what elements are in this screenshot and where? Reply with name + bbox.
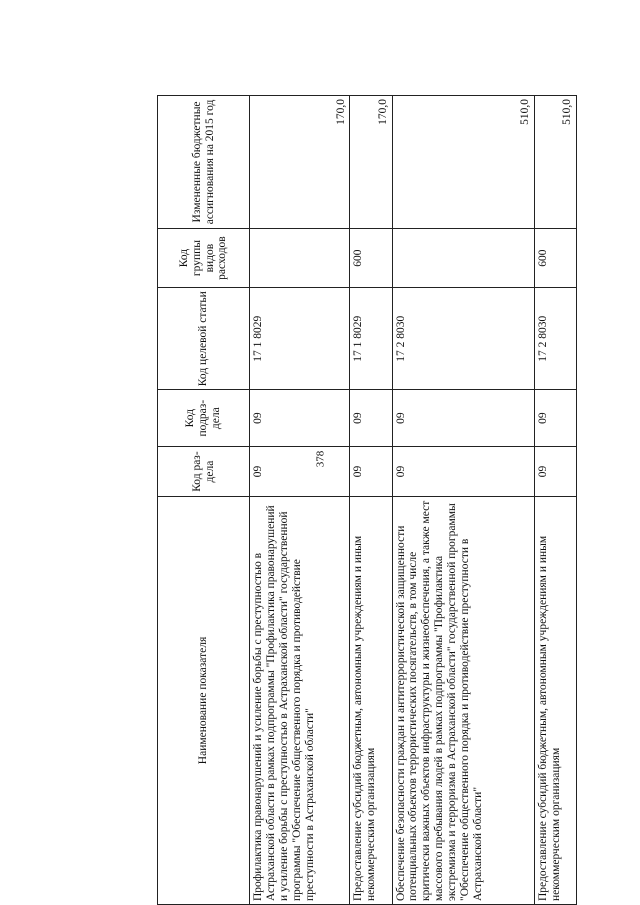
cell-target: 17 1 8029	[250, 288, 350, 390]
cell-podrazdel: 09	[350, 390, 392, 447]
cell-podrazdel: 09	[392, 390, 534, 447]
cell-name: Предоставление субсидий бюджетным, автономным учреждениям и иным некоммерческим организациям	[350, 496, 392, 904]
cell-razdel: 09	[534, 447, 576, 497]
cell-razdel: 09	[250, 447, 350, 497]
cell-name: Обеспечение безопасности граждан и антитеррористической защищенности потенциальных объектов террористических посягательств, в том числе критически важных объектов инфраструктуры и жизнеобеспечения, а также мест массового пребывания людей в рамках подпрограммы "Профилактика экстремизма и терроризма в Астраханской области" государственной программы "Обеспечение общественного порядка и противодействие преступности в Астраханской области"	[392, 496, 534, 904]
cell-amount: 170,0	[350, 96, 392, 229]
cell-name: Профилактика правонарушений и усиление борьбы с преступностью в Астраханской области в рамках подпрограммы "Профилактика правонарушений и усиление борьбы с преступностью в Астраханской области" государственной программы "Обеспечение общественного порядка и противодействие преступности в Астраханской области"	[250, 496, 350, 904]
table-row	[534, 96, 576, 905]
cell-amount: 510,0	[392, 96, 534, 229]
cell-group: 600	[350, 228, 392, 287]
cell-amount: 510,0	[534, 96, 576, 229]
cell-group	[250, 228, 350, 287]
table-row	[250, 96, 350, 905]
table-row	[392, 96, 534, 905]
header-group: Код группы видов расходов	[158, 228, 250, 287]
cell-target: 17 1 8029	[350, 288, 392, 390]
table-row	[350, 96, 392, 905]
cell-podrazdel: 09	[534, 390, 576, 447]
cell-amount: 170,0	[250, 96, 350, 229]
header-amount: Измененные бюджетные ассигнования на 2015 год	[158, 96, 250, 229]
budget-table	[157, 95, 577, 905]
cell-target: 17 2 8030	[534, 288, 576, 390]
header-podrazdel: Код подраз- дела	[158, 390, 250, 447]
rotated-page-content	[157, 95, 577, 905]
cell-target: 17 2 8030	[392, 288, 534, 390]
cell-name: Предоставление субсидий бюджетным, автономным учреждениям и иным некоммерческим организациям	[534, 496, 576, 904]
cell-group: 600	[534, 228, 576, 287]
cell-razdel: 09	[392, 447, 534, 497]
cell-razdel: 09	[350, 447, 392, 497]
page-number: 378	[314, 450, 326, 468]
header-razdel: Код раз- дела	[158, 447, 250, 497]
cell-group	[392, 228, 534, 287]
table-header-row	[158, 96, 250, 905]
cell-podrazdel: 09	[250, 390, 350, 447]
header-target: Код целевой статьи	[158, 288, 250, 390]
header-name: Наименование показателя	[158, 496, 250, 904]
